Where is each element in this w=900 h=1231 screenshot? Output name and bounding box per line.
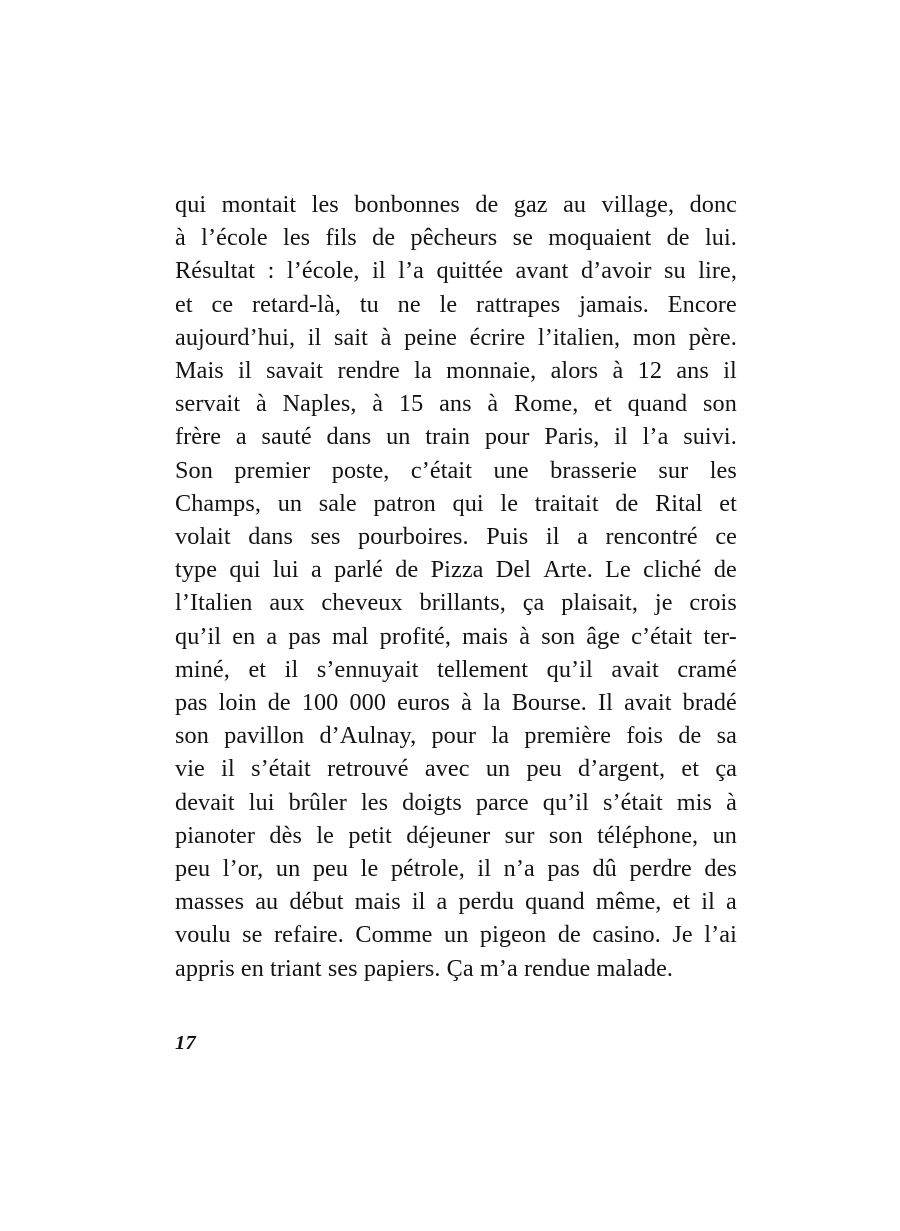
text-word: monnaie,: [446, 357, 537, 385]
text-word: Del: [495, 556, 532, 584]
text-word: devait: [175, 788, 235, 816]
text-word: sale: [318, 489, 357, 517]
text-word: son: [175, 722, 209, 750]
text-word: pas: [547, 855, 580, 883]
text-word: jamais.: [579, 290, 649, 318]
text-line: [175, 786, 737, 819]
text-word: mal: [331, 622, 369, 650]
text-word: il: [477, 855, 492, 883]
text-word: parlé: [334, 556, 383, 584]
text-word: Mais: [175, 357, 224, 385]
text-word: Résultat: [175, 257, 256, 285]
text-word: il: [701, 888, 715, 916]
text-word: un: [485, 755, 511, 783]
text-line: [175, 254, 737, 287]
text-word: quand: [627, 390, 688, 418]
text-word: son: [541, 622, 576, 650]
text-word: à: [612, 357, 624, 385]
text-word: sauté: [261, 423, 312, 451]
text-word: il: [372, 257, 386, 285]
text-word: d’avoir: [580, 257, 652, 285]
text-line: [175, 188, 737, 221]
text-word: c’était: [410, 456, 473, 484]
text-word: rendre: [337, 357, 400, 385]
text-word: l’a: [642, 423, 669, 451]
text-line: [175, 354, 737, 387]
text-word: cheveux: [321, 589, 403, 617]
text-word: et: [248, 655, 267, 683]
text-word: poste,: [331, 456, 390, 484]
text-word: Arte.: [543, 556, 593, 584]
text-word: sur: [504, 821, 535, 849]
text-word: une: [493, 456, 529, 484]
text-word: dans: [248, 523, 294, 551]
text-word: miné,: [175, 655, 230, 683]
text-word: pianoter: [175, 821, 256, 849]
text-word: perdre: [629, 855, 692, 883]
text-word: tu: [359, 290, 379, 318]
text-word: téléphone,: [597, 821, 699, 849]
text-word: crois: [689, 589, 737, 617]
text-word: bradé: [682, 689, 737, 717]
text-word: village,: [601, 191, 675, 218]
text-word: fois: [626, 722, 664, 750]
text-word: retrouvé: [327, 755, 409, 783]
page-number: 17: [175, 1032, 197, 1054]
text-word: Le: [605, 556, 631, 584]
text-word: casino.: [592, 921, 661, 949]
text-word: de: [678, 722, 702, 750]
text-word: l’italien,: [537, 323, 621, 351]
text-word: au: [255, 888, 279, 916]
text-word: et: [672, 888, 691, 916]
text-word: dès: [269, 821, 302, 849]
text-line: [175, 487, 737, 520]
text-word: de: [713, 556, 737, 584]
text-word: 12: [637, 357, 663, 385]
text-word: il: [221, 755, 235, 783]
text-word: le: [360, 855, 379, 883]
body-text-block: [175, 188, 737, 985]
text-line: [175, 586, 737, 619]
text-word: âge: [586, 622, 621, 650]
text-word: s’était: [602, 788, 663, 816]
text-word: patron: [373, 489, 436, 517]
text-word: Comme: [355, 921, 433, 949]
text-word: fils: [325, 224, 357, 252]
text-word: tellement: [437, 655, 529, 683]
text-word: les: [283, 224, 311, 252]
text-word: le: [316, 821, 334, 849]
text-word: son: [703, 390, 737, 418]
text-word: loin: [218, 689, 257, 717]
text-word: dans: [326, 423, 372, 451]
text-word: doigts: [402, 788, 462, 816]
text-word: ans: [439, 390, 472, 418]
text-word: un: [386, 423, 411, 451]
text-line: [175, 653, 737, 686]
text-line: [175, 520, 737, 553]
text-word: a: [266, 622, 278, 650]
text-word: les: [709, 456, 737, 484]
text-word: lui.: [704, 224, 737, 252]
text-word: mais: [354, 888, 401, 916]
text-word: il: [307, 323, 322, 351]
text-word: ce: [715, 523, 737, 551]
text-word: aux: [269, 589, 305, 617]
text-word: servait: [175, 390, 241, 418]
text-word: gaz: [513, 191, 548, 218]
text-word: pas: [175, 689, 208, 717]
text-word: il: [411, 888, 426, 916]
text-word: père.: [688, 323, 737, 351]
text-word: qui: [175, 191, 207, 218]
text-word: pour: [484, 423, 530, 451]
text-word: Puis: [486, 523, 529, 551]
text-word: un: [277, 489, 303, 517]
text-word: peu: [312, 855, 349, 883]
text-word: au: [563, 191, 587, 218]
text-word: euros: [397, 689, 450, 717]
text-word: donc: [689, 191, 737, 218]
text-word: d’Aulnay,: [319, 722, 417, 750]
text-word: il: [723, 357, 737, 385]
text-line: [175, 819, 737, 852]
text-word: la: [414, 357, 432, 385]
text-word: suivi.: [683, 423, 737, 451]
text-word: des: [704, 855, 737, 883]
text-word: peu: [526, 755, 562, 783]
text-word: lui: [248, 788, 275, 816]
text-word: bonbonnes: [354, 191, 460, 218]
text-word: mais: [462, 622, 509, 650]
text-word: brasserie: [550, 456, 637, 484]
text-word: aujourd’hui,: [175, 323, 296, 351]
text-word: pêcheurs: [410, 224, 498, 252]
text-word: :: [267, 257, 275, 285]
text-word: qui: [452, 489, 484, 517]
text-word: qu’il: [542, 788, 589, 816]
text-word: Paris,: [544, 423, 600, 451]
text-word: sa: [716, 722, 737, 750]
text-word: frère: [175, 423, 222, 451]
text-line: [175, 420, 737, 453]
text-line: [175, 752, 737, 785]
text-word: premier: [234, 456, 311, 484]
text-word: son: [548, 821, 583, 849]
text-word: un: [275, 855, 301, 883]
text-word: sur: [658, 456, 689, 484]
text-word: pavillon: [224, 722, 305, 750]
text-line: [175, 918, 737, 951]
text-word: la: [482, 689, 501, 717]
text-word: un: [712, 821, 737, 849]
text-word: masses: [175, 888, 245, 916]
text-word: pétrole,: [390, 855, 465, 883]
text-word: première: [524, 722, 612, 750]
text-line: [175, 686, 737, 719]
text-word: je: [654, 589, 673, 617]
text-word: s’était: [251, 755, 311, 783]
text-word: s’ennuyait: [316, 655, 419, 683]
text-word: Pizza: [430, 556, 484, 584]
text-word: de: [557, 921, 581, 949]
text-word: en: [232, 622, 256, 650]
text-line: appris en triant ses papiers. Ça m’a rendue malade.: [175, 954, 674, 982]
text-word: un: [444, 921, 469, 949]
text-word: se: [512, 224, 533, 252]
text-word: train: [425, 423, 471, 451]
text-word: rattrapes: [476, 290, 561, 318]
text-word: qui: [229, 556, 261, 584]
text-word: brillants,: [419, 589, 506, 617]
text-word: il: [238, 357, 252, 385]
text-word: il: [545, 523, 560, 551]
text-word: à: [487, 390, 499, 418]
text-word: d’argent,: [578, 755, 666, 783]
text-word: type: [175, 556, 218, 584]
text-line: [175, 454, 737, 487]
text-word: quand: [525, 888, 585, 916]
text-word: de: [475, 191, 499, 218]
text-line: [175, 221, 737, 254]
text-word: ter-: [703, 622, 737, 650]
text-word: la: [491, 722, 510, 750]
text-word: profité,: [379, 622, 451, 650]
text-line: [175, 885, 737, 918]
text-word: cliché: [643, 556, 702, 584]
text-line: [175, 852, 737, 885]
text-word: le: [439, 290, 458, 318]
text-word: a: [311, 556, 322, 584]
text-word: et: [719, 489, 737, 517]
text-word: Naples,: [282, 390, 357, 418]
text-word: déjeuner: [406, 821, 491, 849]
text-word: savait: [266, 357, 324, 385]
text-word: ça: [522, 589, 545, 617]
text-word: Rome,: [514, 390, 579, 418]
text-word: a: [436, 888, 448, 916]
text-word: ses: [310, 523, 341, 551]
text-word: il: [284, 655, 299, 683]
text-word: de: [372, 224, 396, 252]
text-line: [175, 321, 737, 354]
text-word: Son: [175, 456, 213, 484]
text-word: traitait: [534, 489, 599, 517]
text-word: 000: [349, 689, 387, 717]
text-word: l’or,: [222, 855, 264, 883]
text-word: 15: [398, 390, 424, 418]
text-word: et: [681, 755, 700, 783]
text-word: à: [726, 788, 737, 816]
text-word: écrire: [469, 323, 526, 351]
text-word: de: [395, 556, 419, 584]
text-word: l’école: [201, 224, 268, 252]
text-word: peu: [175, 855, 211, 883]
text-word: brûler: [288, 788, 347, 816]
text-word: de: [666, 224, 690, 252]
text-word: à: [255, 390, 267, 418]
text-word: refaire.: [273, 921, 344, 949]
text-word: su: [663, 257, 686, 285]
text-word: mis: [676, 788, 713, 816]
text-word: le: [500, 489, 519, 517]
text-word: volait: [175, 523, 231, 551]
text-word: qu’il: [546, 655, 593, 683]
text-word: pourboires.: [358, 523, 469, 551]
text-line: [175, 553, 737, 586]
text-word: l’Italien: [175, 589, 253, 617]
text-word: et: [594, 390, 612, 418]
text-word: pas: [288, 622, 321, 650]
text-word: de: [267, 689, 291, 717]
text-word: ans: [676, 357, 709, 385]
text-word: qu’il: [175, 622, 222, 650]
text-word: pour: [431, 722, 477, 750]
text-word: moquaient: [548, 224, 652, 252]
text-word: avait: [611, 655, 659, 683]
text-word: à: [372, 390, 384, 418]
text-word: les: [311, 191, 339, 218]
text-word: début: [289, 888, 344, 916]
text-word: n’a: [503, 855, 535, 883]
text-line: [175, 288, 737, 321]
text-word: Je: [672, 921, 693, 949]
text-word: se: [242, 921, 263, 949]
text-word: à: [380, 323, 392, 351]
text-word: perdu: [458, 888, 515, 916]
text-word: et: [175, 290, 193, 318]
text-word: petit: [348, 821, 392, 849]
text-word: a: [577, 523, 588, 551]
text-word: l’a: [398, 257, 425, 285]
text-word: cramé: [677, 655, 737, 683]
text-word: avait: [624, 689, 672, 717]
text-word: à: [519, 622, 531, 650]
text-word: 100: [301, 689, 339, 717]
text-word: il: [614, 423, 628, 451]
text-word: quittée: [436, 257, 504, 285]
text-word: Champs,: [175, 489, 262, 517]
text-word: avant: [515, 257, 569, 285]
text-word: dû: [592, 855, 617, 883]
text-word: voulu: [175, 921, 231, 949]
text-word: ça: [715, 755, 737, 783]
text-word: de: [615, 489, 639, 517]
text-line: [175, 719, 737, 752]
text-word: avec: [424, 755, 470, 783]
text-word: alors: [550, 357, 599, 385]
text-word: peine: [404, 323, 457, 351]
text-word: les: [360, 788, 389, 816]
text-word: pigeon: [479, 921, 547, 949]
text-word: ne: [397, 290, 421, 318]
text-word: à: [175, 224, 186, 252]
text-word: a: [726, 888, 737, 916]
text-word: sait: [334, 323, 368, 351]
text-word: Bourse.: [511, 689, 587, 717]
text-word: Il: [598, 689, 614, 717]
text-word: même,: [595, 888, 662, 916]
text-word: lui: [272, 556, 299, 584]
text-word: c’était: [631, 622, 693, 650]
text-word: mon: [632, 323, 677, 351]
text-word: lire,: [698, 257, 737, 285]
text-word: Encore: [667, 290, 737, 318]
text-word: ce: [211, 290, 234, 318]
text-word: l’ai: [704, 921, 737, 949]
text-word: rencontré: [605, 523, 698, 551]
text-word: parce: [475, 788, 529, 816]
text-word: l’école,: [286, 257, 360, 285]
text-word: à: [461, 689, 472, 717]
text-word: a: [235, 423, 247, 451]
text-word: vie: [175, 755, 205, 783]
text-line: [175, 620, 737, 653]
text-word: plaisait,: [561, 589, 639, 617]
text-word: retard-là,: [252, 290, 341, 318]
text-line: [175, 387, 737, 420]
text-word: montait: [221, 191, 297, 218]
text-word: Rital: [655, 489, 703, 517]
